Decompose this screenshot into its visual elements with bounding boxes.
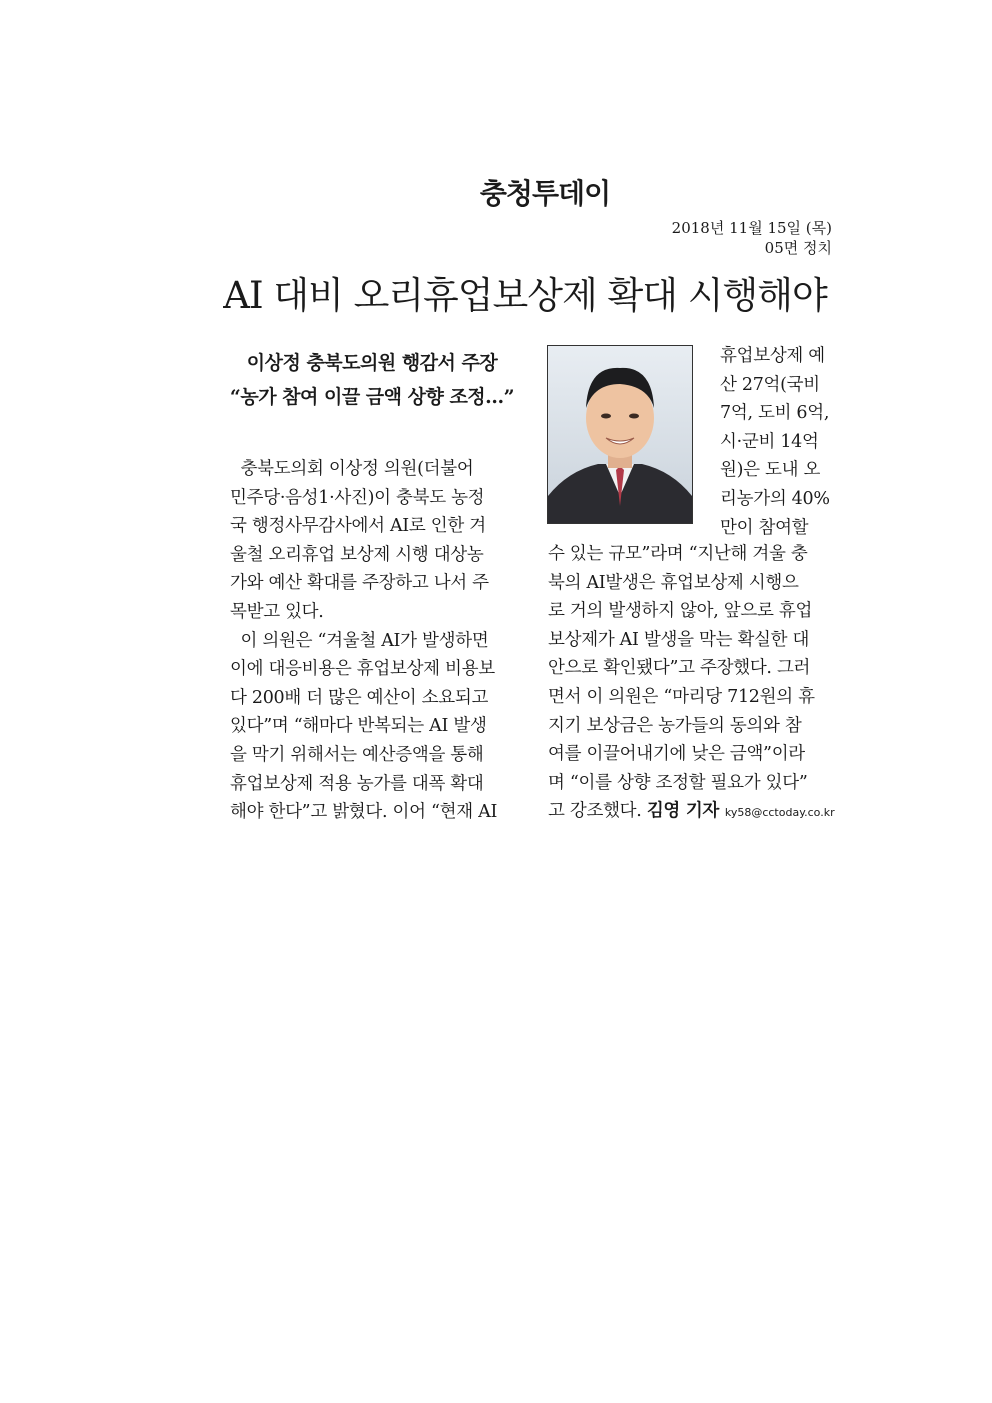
- text-line: 목받고 있다.: [230, 601, 324, 622]
- portrait-illustration: [548, 346, 692, 523]
- text-line: 안으로 확인됐다”고 주장했다. 그러: [548, 658, 811, 679]
- reporter-email[interactable]: ky58@cctoday.co.kr: [724, 806, 835, 820]
- text-line: 수 있는 규모”라며 “지난해 겨울 충: [548, 544, 808, 564]
- text-line: 휴업보상제 적용 농가를 대폭 확대: [230, 773, 484, 794]
- text-line: 면서 이 의원은 “마리당 712원의 휴: [548, 686, 815, 707]
- text-line: 시·군비 14억: [720, 431, 819, 452]
- subheadline-1: 이상정 충북도의원 행감서 주장: [246, 352, 498, 374]
- text-line: 산 27억(국비: [720, 374, 820, 395]
- text-line: 충북도의회 이상정 의원(더불어: [230, 459, 474, 479]
- text-line: 해야 한다”고 밝혔다. 이어 “현재 AI: [230, 802, 498, 823]
- text-line: 원)은 도내 오: [720, 460, 821, 481]
- text-line: 가와 예산 확대를 주장하고 나서 주: [230, 573, 489, 594]
- byline-lead: 고 강조했다.: [548, 801, 647, 822]
- text-line: 만이 참여할: [720, 517, 809, 538]
- text-line: 다 200배 더 많은 예산이 소요되고: [230, 687, 489, 708]
- dateline: [672, 218, 832, 258]
- article-headline: AI 대비 오리휴업보상제 확대 시행해야: [223, 274, 827, 317]
- text-line: 을 막기 위해서는 예산증액을 통해: [230, 744, 484, 765]
- text-line: 로 거의 발생하지 않아, 앞으로 휴업: [548, 601, 813, 622]
- right-bottom-text-column: [548, 540, 838, 826]
- text-line: 있다”며 “해마다 반복되는 AI 발생: [230, 716, 487, 737]
- text-line: 휴업보상제 예: [720, 346, 825, 366]
- text-line: 울철 오리휴업 보상제 시행 대상농: [230, 544, 484, 565]
- text-line: 며 “이를 상향 조정할 필요가 있다”: [548, 772, 808, 793]
- text-line: 이 의원은 “겨울철 AI가 발생하면: [230, 630, 489, 651]
- text-line: 국 행정사무감사에서 AI로 인한 겨: [230, 516, 486, 537]
- councillor-photo: [547, 345, 693, 524]
- byline: [548, 797, 838, 826]
- page-section: 05면 정치: [764, 239, 832, 257]
- left-text-column: [230, 455, 520, 827]
- right-top-text-column: [720, 342, 836, 542]
- newspaper-masthead: 충청투데이: [479, 177, 611, 210]
- text-line: 민주당·음성1·사진)이 충북도 농정: [230, 487, 485, 508]
- text-line: 북의 AI발생은 휴업보상제 시행으: [548, 572, 799, 593]
- text-line: 이에 대응비용은 휴업보상제 비용보: [230, 659, 495, 680]
- publication-date: 2018년 11월 15일 (목): [671, 219, 832, 237]
- text-line: 보상제가 AI 발생을 막는 확실한 대: [548, 629, 810, 650]
- text-line: 리농가의 40%: [720, 488, 830, 509]
- text-line: 여를 이끌어내기에 낮은 금액”이라: [548, 744, 805, 765]
- text-line: 지기 보상금은 농가들의 동의와 참: [548, 715, 802, 736]
- text-line: 7억, 도비 6억,: [720, 403, 830, 424]
- reporter-name: 김영 기자: [646, 801, 725, 822]
- subheadline-2: “농가 참여 이끌 금액 상향 조정…”: [229, 386, 515, 408]
